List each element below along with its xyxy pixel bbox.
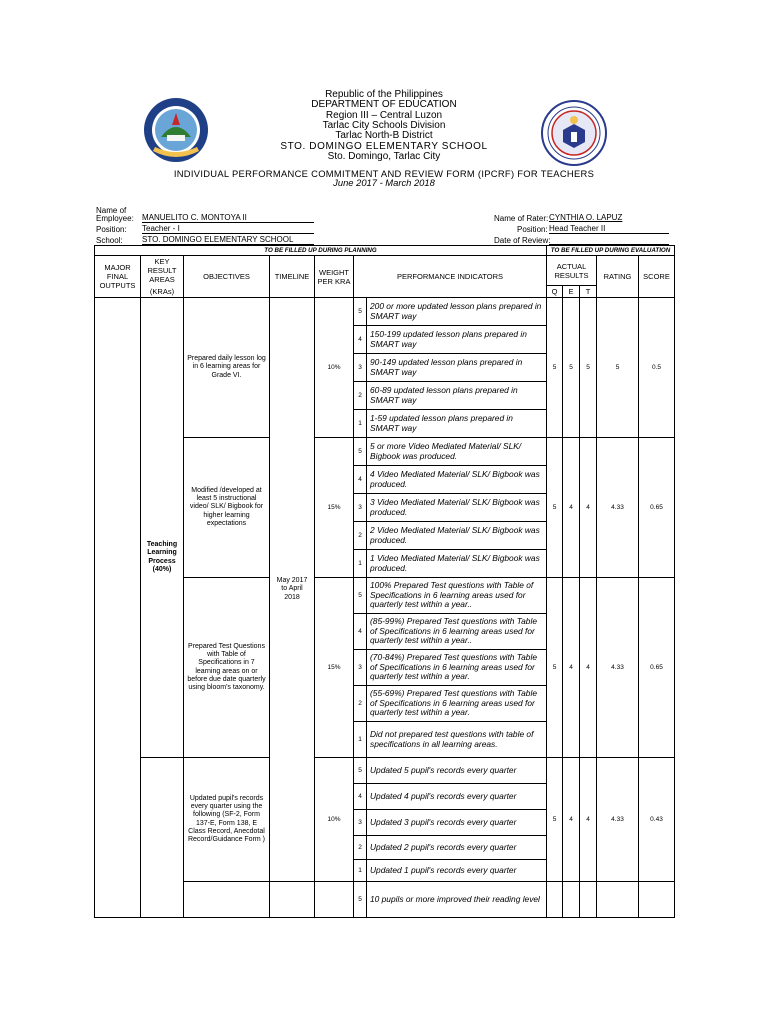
indicator: 10 pupils or more improved their reading level <box>367 882 547 918</box>
indicator: 3 Video Mediated Material/ SLK/ Bigbook was produced. <box>367 494 547 522</box>
header-line-3: Region III – Central Luzon <box>325 110 443 121</box>
level-cell: 3 <box>354 354 367 382</box>
score-3: 0.65 <box>639 578 675 758</box>
header-line-4: Tarlac City Schools Division <box>322 120 446 131</box>
q-value-1: 5 <box>547 298 563 438</box>
weight-1: 10% <box>315 298 354 438</box>
header-kra: KEY RESULT AREAS <box>141 256 184 286</box>
rating-3: 4.33 <box>597 578 639 758</box>
name-label-1: Name of <box>96 206 127 215</box>
weight-2: 15% <box>315 438 354 578</box>
header-e: E <box>563 286 580 298</box>
score-4: 0.43 <box>639 758 675 882</box>
form-period: June 2017 - March 2018 <box>333 177 435 188</box>
level-cell: 4 <box>354 326 367 354</box>
header-timeline: TIMELINE <box>270 256 315 298</box>
header-rating: RATING <box>597 256 639 298</box>
q-value-4: 5 <box>547 758 563 882</box>
header-weight: WEIGHT PER KRA <box>315 256 354 298</box>
header-line-6: STO. DOMINGO ELEMENTARY SCHOOL <box>280 141 488 152</box>
header-score: SCORE <box>639 256 675 298</box>
indicator: 90-149 updated lesson plans prepared in SMART way <box>367 354 547 382</box>
indicator: (55-69%) Prepared Test questions with Table of Specifications in 6 learning areas used for quarterly test within a year. <box>367 686 547 722</box>
rater-position: Head Teacher II <box>549 224 669 234</box>
weight-5 <box>315 882 354 918</box>
score-1: 0.5 <box>639 298 675 438</box>
objective-4: Updated pupil's records every quarter using the following (SF-2, Form 137-E, Form 138, E Class Record, Anecdotal Record/Guidance Form ) <box>184 758 270 882</box>
level-cell: 1 <box>354 860 367 882</box>
rater-name: CYNTHIA O. LAPUZ <box>549 213 623 222</box>
indicator: 1-59 updated lesson plans prepared in SMART way <box>367 410 547 438</box>
level-cell: 4 <box>354 466 367 494</box>
header-q: Q <box>547 286 563 298</box>
level-cell: 2 <box>354 836 367 860</box>
weight-3: 15% <box>315 578 354 758</box>
level-cell: 5 <box>354 438 367 466</box>
indicator: 60-89 updated lesson plans prepared in SMART way <box>367 382 547 410</box>
indicator: 1 Video Mediated Material/ SLK/ Bigbook was produced. <box>367 550 547 578</box>
rater-position-label: Position: <box>517 225 548 234</box>
q-value-5 <box>547 882 563 918</box>
e-value-5 <box>563 882 580 918</box>
level-cell: 5 <box>354 758 367 784</box>
objective-2: Modified /developed at least 5 instructional video/ SLK/ Bigbook for higher learning expectations <box>184 438 270 578</box>
level-cell: 3 <box>354 650 367 686</box>
e-value-2: 4 <box>563 438 580 578</box>
header-kra-abbr: (KRAs) <box>141 286 184 298</box>
q-value-2: 5 <box>547 438 563 578</box>
level-cell: 2 <box>354 686 367 722</box>
level-cell: 5 <box>354 578 367 614</box>
t-value-1: 5 <box>580 298 597 438</box>
mfo-cell <box>95 298 141 918</box>
level-cell: 5 <box>354 298 367 326</box>
level-cell: 4 <box>354 784 367 810</box>
evaluation-note: TO BE FILLED UP DURING EVALUATION <box>547 246 675 256</box>
indicator: Updated 1 pupil's records every quarter <box>367 860 547 882</box>
rating-4: 4.33 <box>597 758 639 882</box>
indicator: 4 Video Mediated Material/ SLK/ Bigbook was produced. <box>367 466 547 494</box>
school-label: School: <box>96 236 123 245</box>
q-value-3: 5 <box>547 578 563 758</box>
indicator: 2 Video Mediated Material/ SLK/ Bigbook was produced. <box>367 522 547 550</box>
header-t: T <box>580 286 597 298</box>
employee-name: MANUELITO C. MONTOYA II <box>142 213 314 223</box>
kra-cell: Teaching Learning Process (40%) <box>141 298 184 758</box>
level-cell: 5 <box>354 882 367 918</box>
objective-5 <box>184 882 270 918</box>
ipcrf-table <box>94 245 675 918</box>
score-2: 0.65 <box>639 438 675 578</box>
header-line-2: DEPARTMENT OF EDUCATION <box>311 99 457 110</box>
level-cell: 2 <box>354 522 367 550</box>
t-value-2: 4 <box>580 438 597 578</box>
review-date-label: Date of Review: <box>494 236 551 245</box>
header-line-1: Republic of the Philippines <box>325 89 443 100</box>
indicator: Did not prepared test questions with table of specifications in all learning areas. <box>367 722 547 758</box>
indicator: (70-84%) Prepared Test questions with Table of Specifications in 6 learning areas used for quarterly test within a year. <box>367 650 547 686</box>
header-indicators: PERFORMANCE INDICATORS <box>354 256 547 298</box>
indicator: 150-199 updated lesson plans prepared in SMART way <box>367 326 547 354</box>
e-value-4: 4 <box>563 758 580 882</box>
name-label-2: Employee: <box>96 214 134 223</box>
level-cell: 3 <box>354 810 367 836</box>
indicator: 100% Prepared Test questions with Table of Specifications in 6 learning areas used for quarterly test within a year.. <box>367 578 547 614</box>
score-5 <box>639 882 675 918</box>
indicator: Updated 4 pupil's records every quarter <box>367 784 547 810</box>
timeline-cell-2 <box>270 882 315 918</box>
review-date <box>549 235 669 245</box>
level-cell: 1 <box>354 722 367 758</box>
indicator: Updated 3 pupil's records every quarter <box>367 810 547 836</box>
school-name: STO. DOMINGO ELEMENTARY SCHOOL <box>142 235 314 245</box>
level-cell: 3 <box>354 494 367 522</box>
employee-position: Teacher - I <box>142 224 314 234</box>
indicator: (85-99%) Prepared Test questions with Table of Specifications in 6 learning areas used for quarterly test within a year.. <box>367 614 547 650</box>
timeline-cell: May 2017 to April 2018 <box>270 298 315 882</box>
form-title: INDIVIDUAL PERFORMANCE COMMITMENT AND REVIEW FORM (IPCRF) FOR TEACHERS <box>173 168 595 179</box>
rating-2: 4.33 <box>597 438 639 578</box>
kra-cell-2 <box>141 758 184 918</box>
rating-1: 5 <box>597 298 639 438</box>
objective-1: Prepared daily lesson log in 6 learning areas for Grade VI. <box>184 298 270 438</box>
header-objectives: OBJECTIVES <box>184 256 270 298</box>
t-value-4: 4 <box>580 758 597 882</box>
position-label: Position: <box>96 225 127 234</box>
indicator: 200 or more updated lesson plans prepared in SMART way <box>367 298 547 326</box>
level-cell: 1 <box>354 550 367 578</box>
rating-5 <box>597 882 639 918</box>
indicator: Updated 5 pupil's records every quarter <box>367 758 547 784</box>
objective-3: Prepared Test Questions with Table of Specifications in 7 learning areas on or before due date quarterly using bloom's taxonomy. <box>184 578 270 758</box>
level-cell: 1 <box>354 410 367 438</box>
level-cell: 4 <box>354 614 367 650</box>
indicator: Updated 2 pupil's records every quarter <box>367 836 547 860</box>
indicator: 5 or more Video Mediated Material/ SLK/ Bigbook was produced. <box>367 438 547 466</box>
t-value-5 <box>580 882 597 918</box>
level-cell: 2 <box>354 382 367 410</box>
header-line-7: Sto. Domingo, Tarlac City <box>327 151 441 162</box>
weight-4: 10% <box>315 758 354 882</box>
t-value-3: 4 <box>580 578 597 758</box>
header-actual-results: ACTUAL RESULTS <box>547 256 597 286</box>
e-value-1: 5 <box>563 298 580 438</box>
rater-label: Name of Rater: <box>494 214 549 223</box>
header-mfo: MAJOR FINAL OUTPUTS <box>95 256 141 298</box>
header-line-5: Tarlac North-B District <box>335 130 433 141</box>
planning-note: TO BE FILLED UP DURING PLANNING <box>95 246 547 256</box>
e-value-3: 4 <box>563 578 580 758</box>
